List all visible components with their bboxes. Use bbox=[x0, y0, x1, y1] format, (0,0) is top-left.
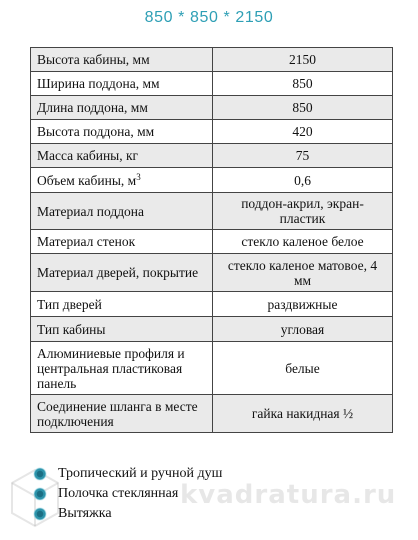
features-list bbox=[32, 464, 392, 524]
spec-param: Высота поддона, мм bbox=[31, 120, 213, 144]
table-row bbox=[31, 193, 393, 230]
spec-value: 420 bbox=[213, 120, 393, 144]
watermark-text: kvadratura.ru bbox=[180, 480, 397, 510]
list-item bbox=[32, 464, 392, 484]
table-row bbox=[31, 230, 393, 254]
teal-circle-bullet-icon bbox=[34, 488, 46, 500]
spec-param: Ширина поддона, мм bbox=[31, 72, 213, 96]
spec-value: раздвижные bbox=[213, 292, 393, 317]
specifications-table bbox=[30, 47, 393, 433]
spec-value: стекло каленое матовое, 4 мм bbox=[213, 254, 393, 292]
table-row bbox=[31, 317, 393, 342]
spec-param: Материал дверей, покрытие bbox=[31, 254, 213, 292]
spec-param: Материал поддона bbox=[31, 193, 213, 230]
table-row bbox=[31, 48, 393, 72]
feature-text: Тропический и ручной душ bbox=[58, 466, 223, 481]
spec-value: поддон-акрил, экран-пластик bbox=[213, 193, 393, 230]
feature-text: Вытяжка bbox=[58, 506, 112, 521]
teal-circle-bullet-icon bbox=[34, 468, 46, 480]
spec-value: 0,6 bbox=[213, 168, 393, 193]
spec-value: белые bbox=[213, 342, 393, 395]
spec-value: гайка накидная ½ bbox=[213, 395, 393, 433]
table-row bbox=[31, 254, 393, 292]
spec-param-text: Объем кабины, м bbox=[37, 172, 137, 188]
spec-value: стекло каленое белое bbox=[213, 230, 393, 254]
spec-param: Длина поддона, мм bbox=[31, 96, 213, 120]
spec-param: Высота кабины, мм bbox=[31, 48, 213, 72]
table-row bbox=[31, 120, 393, 144]
teal-circle-bullet-icon bbox=[34, 508, 46, 520]
page-title: 850 * 850 * 2150 bbox=[144, 9, 274, 26]
spec-param: Материал стенок bbox=[31, 230, 213, 254]
spec-value: 850 bbox=[213, 96, 393, 120]
spec-param: Соединение шланга в месте подключения bbox=[31, 395, 213, 433]
spec-value: 75 bbox=[213, 144, 393, 168]
table-row bbox=[31, 72, 393, 96]
table-row bbox=[31, 144, 393, 168]
spec-value: 2150 bbox=[213, 48, 393, 72]
table-row bbox=[31, 292, 393, 317]
feature-text: Полочка стеклянная bbox=[58, 486, 179, 501]
table-row bbox=[31, 96, 393, 120]
table-row bbox=[31, 168, 393, 193]
spec-value: угловая bbox=[213, 317, 393, 342]
spec-param: Тип кабины bbox=[31, 317, 213, 342]
spec-param bbox=[31, 168, 213, 193]
superscript-3: 3 bbox=[136, 171, 141, 182]
spec-param: Масса кабины, кг bbox=[31, 144, 213, 168]
table-row bbox=[31, 342, 393, 395]
list-item bbox=[32, 484, 392, 504]
spec-param: Алюминиевые профиля и центральная пластиковая панель bbox=[31, 342, 213, 395]
list-item bbox=[32, 504, 392, 524]
spec-param: Тип дверей bbox=[31, 292, 213, 317]
table-row bbox=[31, 395, 393, 433]
spec-value: 850 bbox=[213, 72, 393, 96]
